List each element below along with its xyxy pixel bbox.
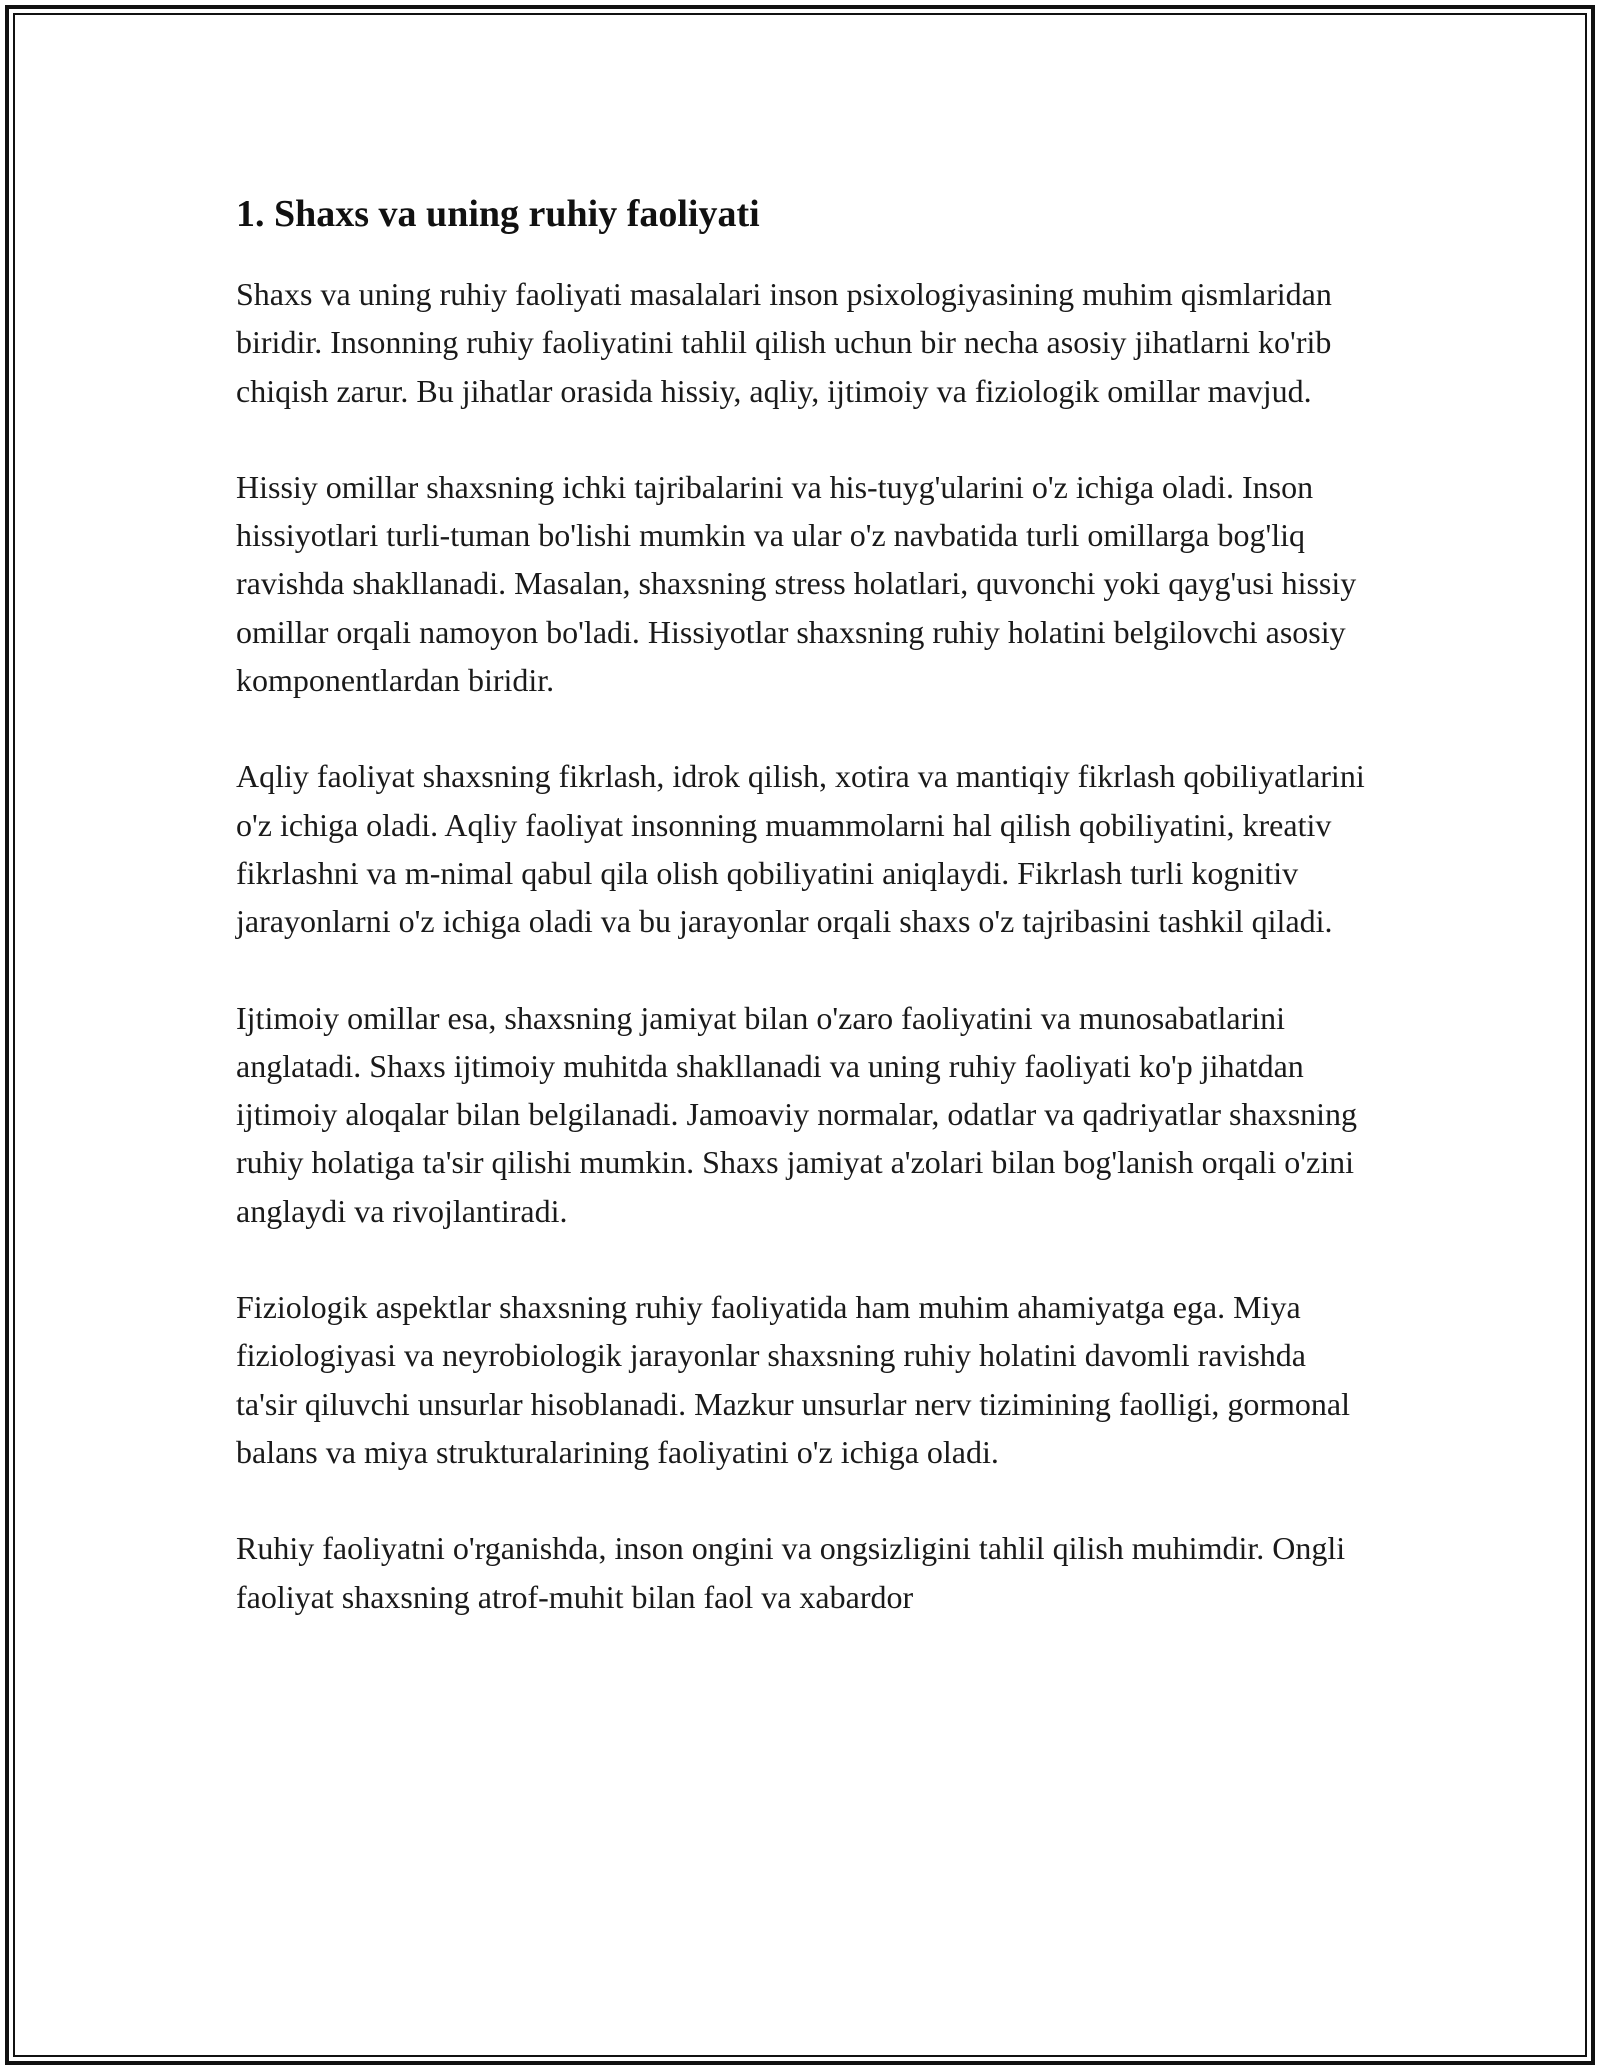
- paragraph-social-factors: Ijtimoiy omillar esa, shaxsning jamiyat bilan o'zaro faoliyatini va munosabatlarini anglatadi. Shaxs ijtimoiy muhitda shakllanadi va uning ruhiy faoliyati ko'p jihatdan ijtimoiy aloqalar bilan belgilanadi. Jamoaviy normalar, odatlar va qadriyatlar shaxsning ruhiy holatiga ta'sir qilishi mumkin. Shaxs jamiyat a'zolari bilan bog'lanish orqali o'zini anglaydi va rivojlantiradi.: [236, 999, 1358, 1229]
- document-body: [236, 186, 1366, 1669]
- paragraph-emotional-factors: Hissiy omillar shaxsning ichki tajribalarini va his-tuyg'ularini o'z ichiga oladi. Inson hissiyotlari turli-tuman bo'lishi mumkin va ular o'z navbatida turli omillarga bog'liq ravishda shakllanadi. Masalan, shaxsning stress holatlari, quvonchi yoki qayg'usi hissiy omillar orqali namoyon bo'ladi. Hissiyotlar shaxsning ruhiy holatini belgilovchi asosiy komponentlardan biridir.: [236, 468, 1357, 699]
- section-heading: 1. Shaxs va uning ruhiy faoliyati: [236, 193, 760, 235]
- paragraph-physiological-aspects: Fiziologik aspektlar shaxsning ruhiy faoliyatida ham muhim ahamiyatga ega. Miya fiziologiyasi va neyrobiologik jarayonlar shaxsning ruhiy holatini davomli ravishda ta'sir qiluvchi unsurlar hisoblanadi. Mazkur unsurlar nerv tizimining faolligi, gormonal balans va miya strukturalarining faoliyatini o'z ichiga oladi.: [236, 1289, 1350, 1470]
- paragraph-consciousness: Ruhiy faoliyatni o'rganishda, inson ongini va ongsizligini tahlil qilish muhimdir. Ongli faoliyat shaxsning atrof-muhit bilan faol va xabardor: [236, 1530, 1346, 1615]
- paragraph-intro: Shaxs va uning ruhiy faoliyati masalalari inson psixologiyasining muhim qismlaridan biridir. Insonning ruhiy faoliyatini tahlil qilish uchun bir necha asosiy jihatlarni ko'rib chiqish zarur. Bu jihatlar orasida hissiy, aqliy, ijtimoiy va fiziologik omillar mavjud.: [236, 276, 1332, 409]
- paragraph-mental-activity: Aqliy faoliyat shaxsning fikrlash, idrok qilish, xotira va mantiqiy fikrlash qobiliyatlarini o'z ichiga oladi. Aqliy faoliyat insonning muammolarni hal qilish qobiliyatini, kreativ fikrlashni va m-nimal qabul qila olish qobiliyatini aniqlaydi. Fikrlash turli kognitiv jarayonlarni o'z ichiga oladi va bu jarayonlar orqali shaxs o'z tajribasini tashkil qiladi.: [236, 758, 1365, 940]
